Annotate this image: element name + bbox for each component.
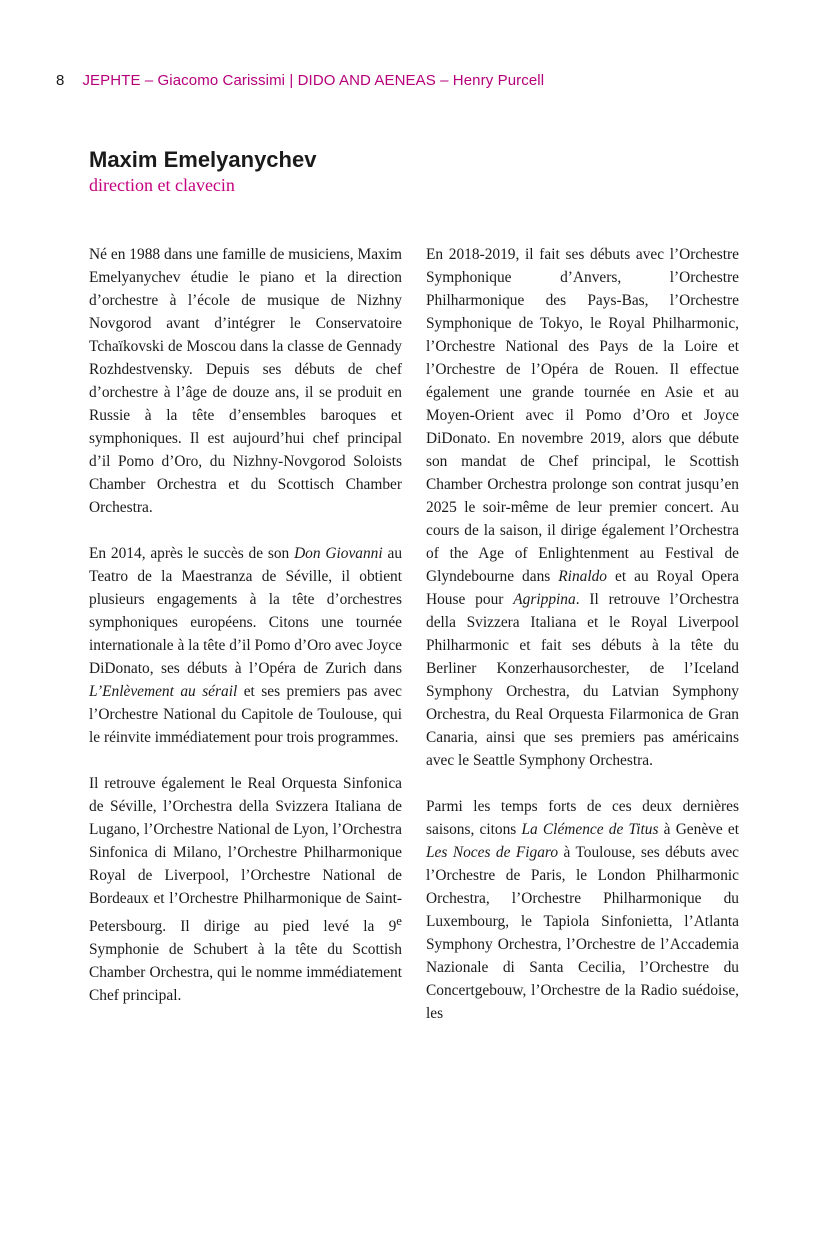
superscript: e (396, 914, 402, 928)
italic-title: Rinaldo (558, 568, 608, 585)
running-header (56, 72, 776, 89)
italic-title: Don Giovanni (294, 545, 383, 562)
left-paragraph-2: En 2014, après le succès de son Don Giovanni au Teatro de la Maestranza de Séville, il obtient plusieurs engagements à la tête d’orchestres symphoniques européens. Citons une tournée internationale à la tête d’il Pomo d’Oro avec Joyce DiDonato, ses débuts à l’Opéra de Zurich dans L’Enlèvement au sérail et ses premiers pas avec l’Orchestre National du Capitole de Toulouse, qui le réinvite immédiatement pour trois programmes. (89, 545, 403, 746)
left-column (89, 243, 402, 1030)
left-paragraph-1: Né en 1988 dans une famille de musiciens, Maxim Emelyanychev étudie le piano et la direction d’orchestre à l’école de musique de Nizhny Novgorod avant d’intégrer le Conservatoire Tchaïkovski de Moscou dans la classe de Gennady Rozhdestvensky. Depuis ses débuts de chef d’orchestre à l’âge de douze ans, il se produit en Russie à la tête d’ensembles baroques et symphoniques. Il est aujourd’hui chef principal d’il Pomo d’Oro, du Nizhny-Novgorod Soloists Chamber Orchestra et du Scottisch Chamber Orchestra. (89, 246, 402, 516)
artist-role: direction et clavecin (89, 175, 235, 195)
left-paragraph-3: Il retrouve également le Real Orquesta Sinfonica de Séville, l’Orchestra della Svizzera Italiana de Lugano, l’Orchestre National de Lyon, l’Orchestra Sinfonica di Milano, l’Orchestre Philharmonique Royal de Liverpool, l’Orchestre National de Bordeaux et l’Orchestre Philharmonique de Saint-Petersbourg. Il dirige au pied levé la 9e Symphonie de Schubert à la tête du Scottish Chamber Orchestra, qui le nomme immédiatement Chef principal. (89, 775, 402, 1005)
running-title: JEPHTE – Giacomo Carissimi | DIDO AND AENEAS – Henry Purcell (82, 72, 545, 89)
right-column (426, 243, 739, 1048)
italic-title: Les Noces de Figaro (426, 844, 559, 861)
right-paragraph-1: En 2018-2019, il fait ses débuts avec l’Orchestre Symphonique d’Anvers, l’Orchestre Philharmonique des Pays-Bas, l’Orchestre Symphonique de Tokyo, le Royal Philharmonic, l’Orchestre National des Pays de la Loire et l’Orchestre de l’Opéra de Rouen. Il effectue également une grande tournée en Asie et au Moyen-Orient avec il Pomo d’Oro et Joyce DiDonato. En novembre 2019, alors que débute son mandat de Chef principal, le Scottish Chamber Orchestra prolonge son contrat jusqu’en 2025 le soir-même de leur premier concert. Au cours de la saison, il dirige également l’Orchestra of the Age of Enlightenment au Festival de Glyndebourne dans Rinaldo et au Royal Opera House pour Agrippina. Il retrouve l’Orchestra della Svizzera Italiana et le Royal Liverpool Philharmonic et fait ses débuts à la tête du Berliner Konzerhausorchester, de l’Iceland Symphony Orchestra, du Latvian Symphony Orchestra, du Real Orquesta Filarmonica de Gran Canaria, ainsi que ses premiers pas américains avec le Seattle Symphony Orchestra. (426, 246, 740, 769)
italic-title: La Clémence de Titus (521, 821, 659, 838)
right-paragraph-2: Parmi les temps forts de ces deux dernières saisons, citons La Clémence de Titus à Genève et Les Noces de Figaro à Toulouse, ses débuts avec l’Orchestre de Paris, le London Philharmonic Orchestra, l’Orchestre Philharmonique du Luxembourg, le Tapiola Sinfonietta, l’Atlanta Symphony Orchestra, l’Orchestre de l’Accademia Nazionale di Santa Cecilia, l’Orchestre du Concertgebouw, l’Orchestre de la Radio suédoise, les (426, 798, 739, 1022)
italic-title: Agrippina (513, 591, 576, 608)
artist-name: Maxim Emelyanychev (89, 147, 317, 172)
italic-title: L’Enlèvement au sérail (89, 683, 238, 700)
page-number: 8 (56, 72, 65, 89)
